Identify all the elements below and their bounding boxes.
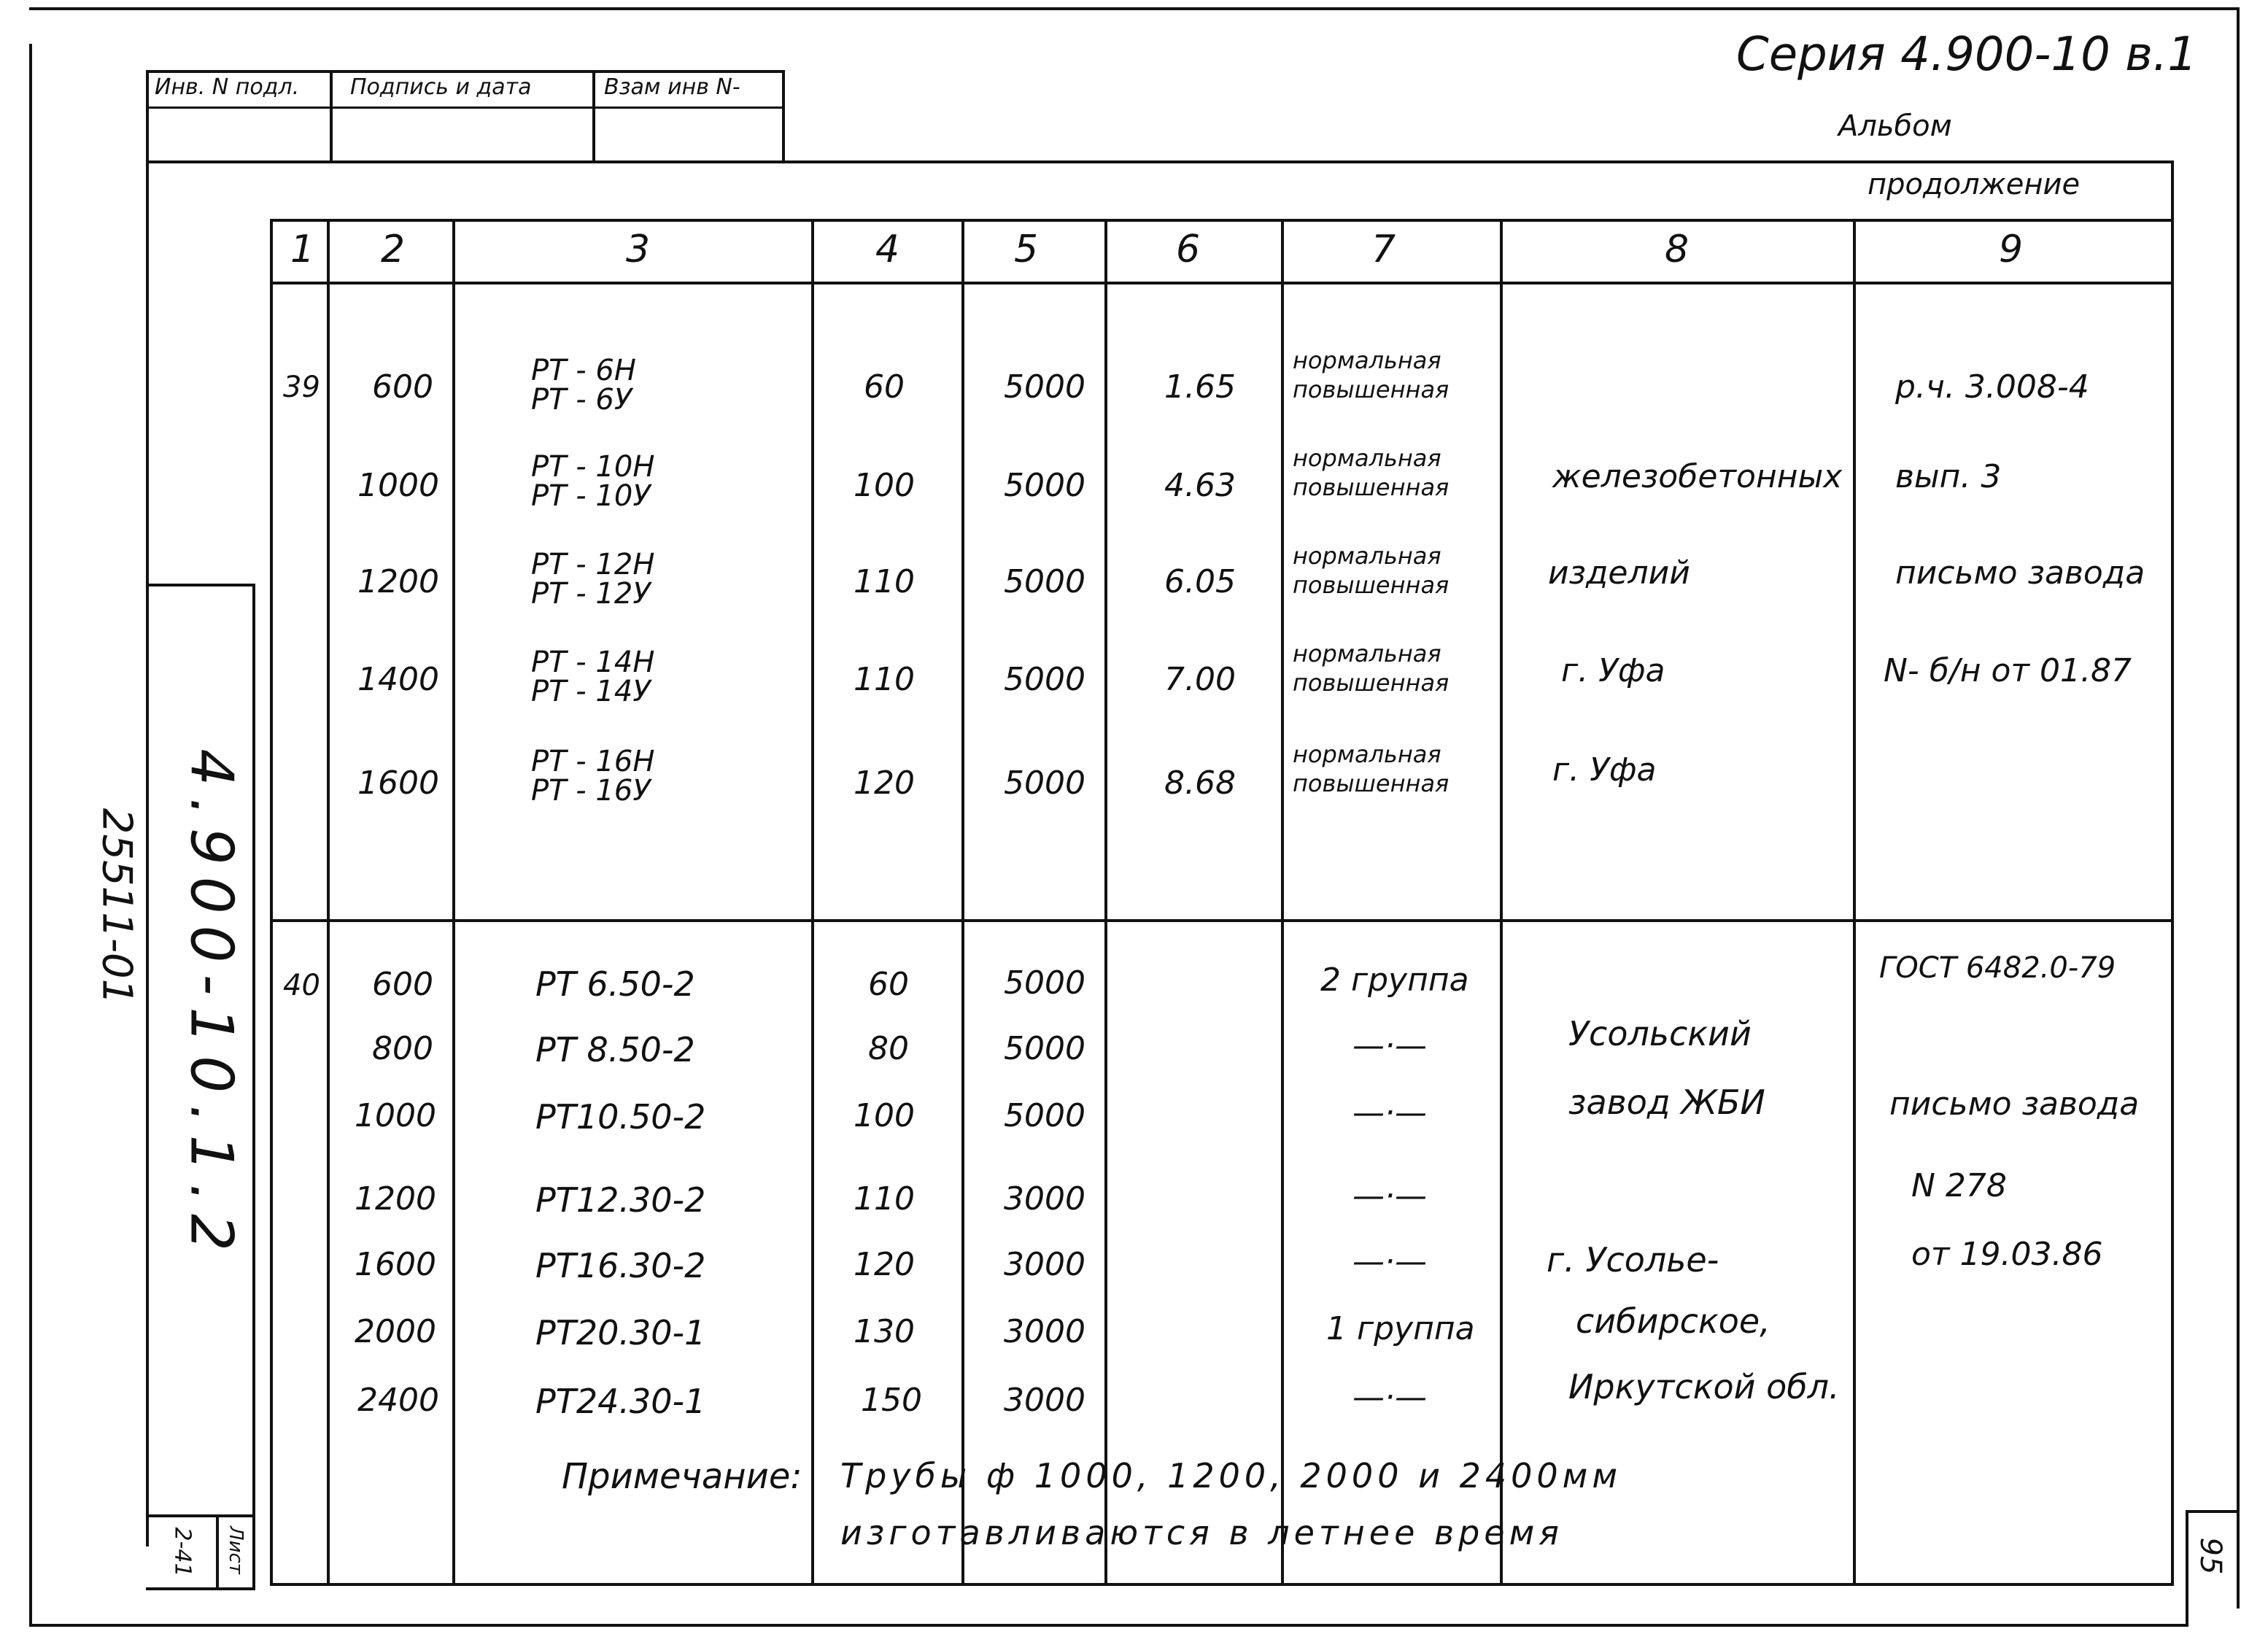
outer-frame-right <box>2237 7 2240 1609</box>
sheet-label: Лист <box>225 1526 247 1574</box>
col-header-4: 4 <box>875 228 900 271</box>
doc-line: от 19.03.86 <box>1911 1236 2103 1273</box>
continuation-label: продолжение <box>1868 168 2081 201</box>
stamp-col-replace: Взам инв N- <box>604 74 740 100</box>
outer-frame-top <box>29 7 2240 10</box>
plant-line: завод ЖБИ <box>1568 1083 1765 1122</box>
note-line-1: Трубы ф 1000, 1200, 2000 и 2400мм <box>840 1456 1622 1495</box>
main-frame-top <box>146 160 2174 163</box>
series-label: Серия 4.900-10 в.1 <box>1736 28 2197 82</box>
col-header-7: 7 <box>1371 228 1396 271</box>
plant-line: сибирское, <box>1576 1301 1770 1341</box>
doc-line: ГОСТ 6482.0-79 <box>1879 951 2116 985</box>
col-header-5: 5 <box>1014 228 1039 271</box>
page-number: 95 <box>2194 1537 2227 1575</box>
group-number: 39 <box>283 371 320 404</box>
col-header-1: 1 <box>290 228 315 271</box>
doc-line: N 278 <box>1911 1167 2007 1204</box>
col-header-6: 6 <box>1176 228 1201 271</box>
plant-line: Усольский <box>1568 1014 1752 1053</box>
note-label: Примечание: <box>562 1456 802 1497</box>
col-header-2: 2 <box>381 228 406 271</box>
stamp-col-inv: Инв. N подл. <box>155 74 300 100</box>
doc-code-vertical: 4.900-10.1.2 <box>177 748 246 1263</box>
note-line-2: изготавливаются в летнее время <box>840 1513 1563 1552</box>
sheet-no: 2-41 <box>169 1527 196 1577</box>
plant-ufa-city: г. Уфа <box>1552 751 1657 789</box>
doc-line: письмо завода <box>1889 1085 2140 1123</box>
outer-frame-left <box>29 44 32 1627</box>
col-header-9: 9 <box>1999 228 2024 271</box>
group-number: 40 <box>283 969 320 1002</box>
outer-frame-bottom <box>29 1624 2188 1627</box>
col-header-3: 3 <box>626 228 651 271</box>
main-frame-left <box>146 160 149 1547</box>
stamp-col-sign: Подпись и дата <box>350 74 532 100</box>
main-frame-right <box>2171 160 2174 1583</box>
album-label: Альбом <box>1838 109 1952 143</box>
col-header-8: 8 <box>1665 228 1690 271</box>
plant-line: г. Усолье- <box>1547 1240 1719 1280</box>
archive-number: 25511-01 <box>93 808 141 1005</box>
plant-line: Иркутской обл. <box>1568 1367 1840 1406</box>
